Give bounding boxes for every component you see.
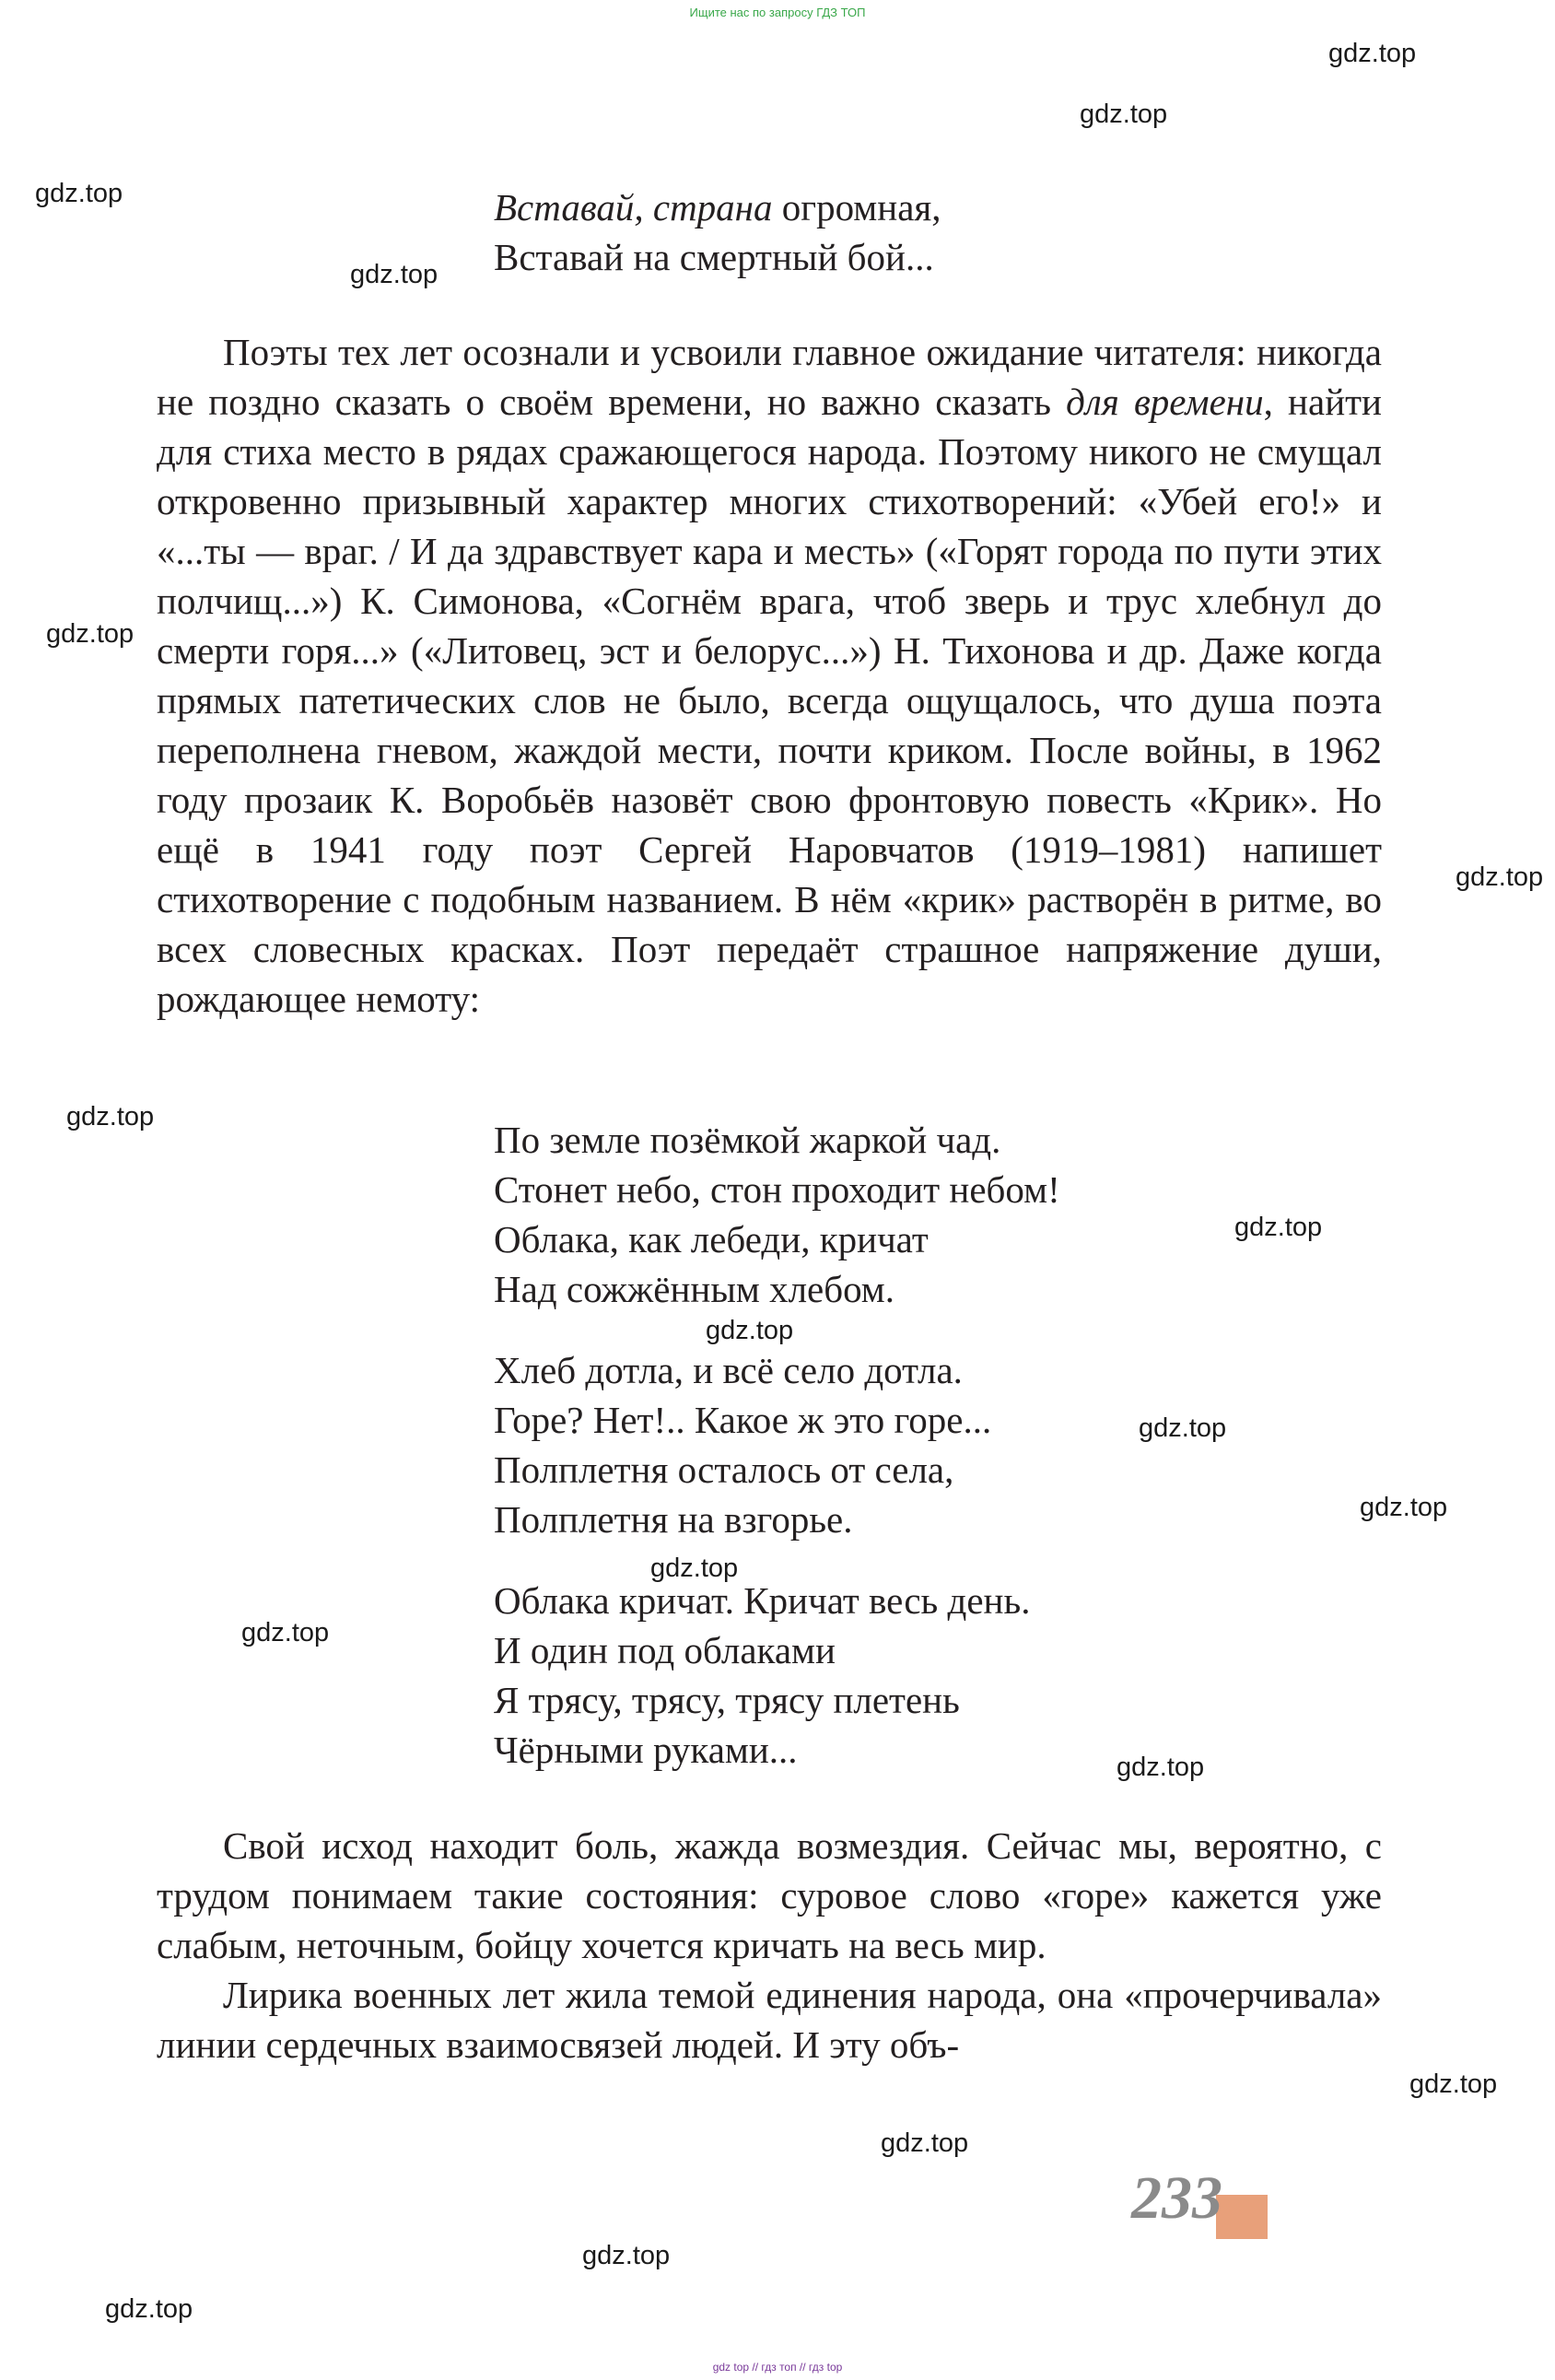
poem-line: Облака, как лебеди, кричат	[494, 1218, 929, 1260]
poem-line: Полплетня на взгорье.	[494, 1498, 853, 1541]
epigraph-italic: Вставай, страна	[494, 186, 773, 229]
watermark: gdz.top	[881, 2128, 969, 2158]
watermark: gdz.top	[1117, 1753, 1205, 1782]
para2: Свой исход находит боль, жажда возмездия. Сейчас мы, вероятно, с трудом понимаем такие состояния: суровое слово «горе» кажется уже слабым, неточным, бойцу хочется кричать на весь мир.	[157, 1824, 1382, 1966]
watermark: gdz.top	[46, 619, 134, 649]
epigraph	[494, 182, 941, 282]
epigraph-rest: огромная,	[772, 186, 941, 229]
poem-line: Над сожжённым хлебом.	[494, 1268, 895, 1310]
bottom-banner: gdz top // гдз топ // гдз top	[712, 2361, 843, 2374]
poem-line: Я трясу, трясу, трясу плетень	[494, 1679, 960, 1721]
watermark: gdz.top	[1328, 39, 1417, 68]
para1-text: , найти для стиха место в рядах сражающегося народа. Поэтому никого не смущал откровенно призывный характер многих стихотворений: «Убей его!» и «...ты — враг. / И да здравствует кара и месть» («Горят города по пути этих полчищ...») К. Симонова, «Согнём врага, чтоб зверь и трус хлебнул до смерти горя...» («Литовец, эст и белорус...») Н. Тихонова и др. Даже когда прямых патетических слов не было, всегда ощущалось, что душа поэта переполнена гневом, жаждой мести, почти криком. После войны, в 1962 году прозаик К. Воробьёв назовёт свою фронтовую повесть «Крик». Но ещё в 1941 году поэт Сергей Наровчатов (1919–1981) напишет стихотворение с подобным названием. В нём «крик» растворён в ритме, во всех словесных красках. Поэт передаёт страшное напряжение души, рождающее немоту:	[157, 381, 1382, 1020]
watermark: gdz.top	[35, 179, 123, 208]
watermark: gdz.top	[66, 1102, 155, 1131]
body-paragraph	[157, 327, 1382, 1024]
page-corner-tab	[1216, 2195, 1268, 2239]
watermark: gdz.top	[105, 2294, 193, 2324]
watermark: gdz.top	[1080, 100, 1168, 129]
watermark: gdz.top	[650, 1553, 739, 1583]
watermark: gdz.top	[241, 1618, 330, 1647]
epigraph-line	[494, 182, 941, 232]
poem-line: Хлеб дотла, и всё село дотла.	[494, 1349, 963, 1391]
poem-line: Чёрными руками...	[494, 1729, 798, 1771]
poem-line: Полплетня осталось от села,	[494, 1448, 954, 1491]
poem-line: Горе? Нет!.. Какое ж это горе...	[494, 1399, 992, 1441]
para1-text: Поэты тех лет осознали и усвоили главное ожидание читателя: никогда не поздно сказать о своём времени, но важно сказать	[157, 331, 1382, 423]
body-paragraphs	[157, 1821, 1382, 2069]
poem-stanza	[494, 1115, 1060, 1314]
poem-line: По земле позёмкой жаркой чад.	[494, 1119, 1001, 1161]
poem-line: Стонет небо, стон проходит небом!	[494, 1168, 1060, 1211]
watermark: gdz.top	[1234, 1213, 1323, 1242]
para1-italic: для времени	[1066, 381, 1264, 423]
watermark: gdz.top	[706, 1316, 794, 1345]
poem-stanza	[494, 1345, 1060, 1544]
poem	[494, 1115, 1060, 1806]
epigraph-line: Вставай на смертный бой...	[494, 236, 934, 278]
watermark: gdz.top	[1456, 862, 1544, 892]
para3: Лирика военных лет жила темой единения народа, она «прочерчивала» линии сердечных взаимосвязей людей. И эту объ-	[157, 1974, 1382, 2066]
poem-stanza	[494, 1576, 1060, 1775]
watermark: gdz.top	[350, 260, 438, 289]
top-banner: Ищите нас по запросу ГДЗ ТОП	[689, 6, 866, 19]
poem-line: Облака кричат. Кричат весь день.	[494, 1579, 1031, 1622]
page-number: 233	[1131, 2164, 1222, 2232]
watermark: gdz.top	[1139, 1413, 1227, 1443]
watermark: gdz.top	[1360, 1493, 1448, 1522]
watermark: gdz.top	[1409, 2069, 1498, 2099]
poem-line: И один под облаками	[494, 1629, 836, 1671]
watermark: gdz.top	[582, 2241, 671, 2270]
